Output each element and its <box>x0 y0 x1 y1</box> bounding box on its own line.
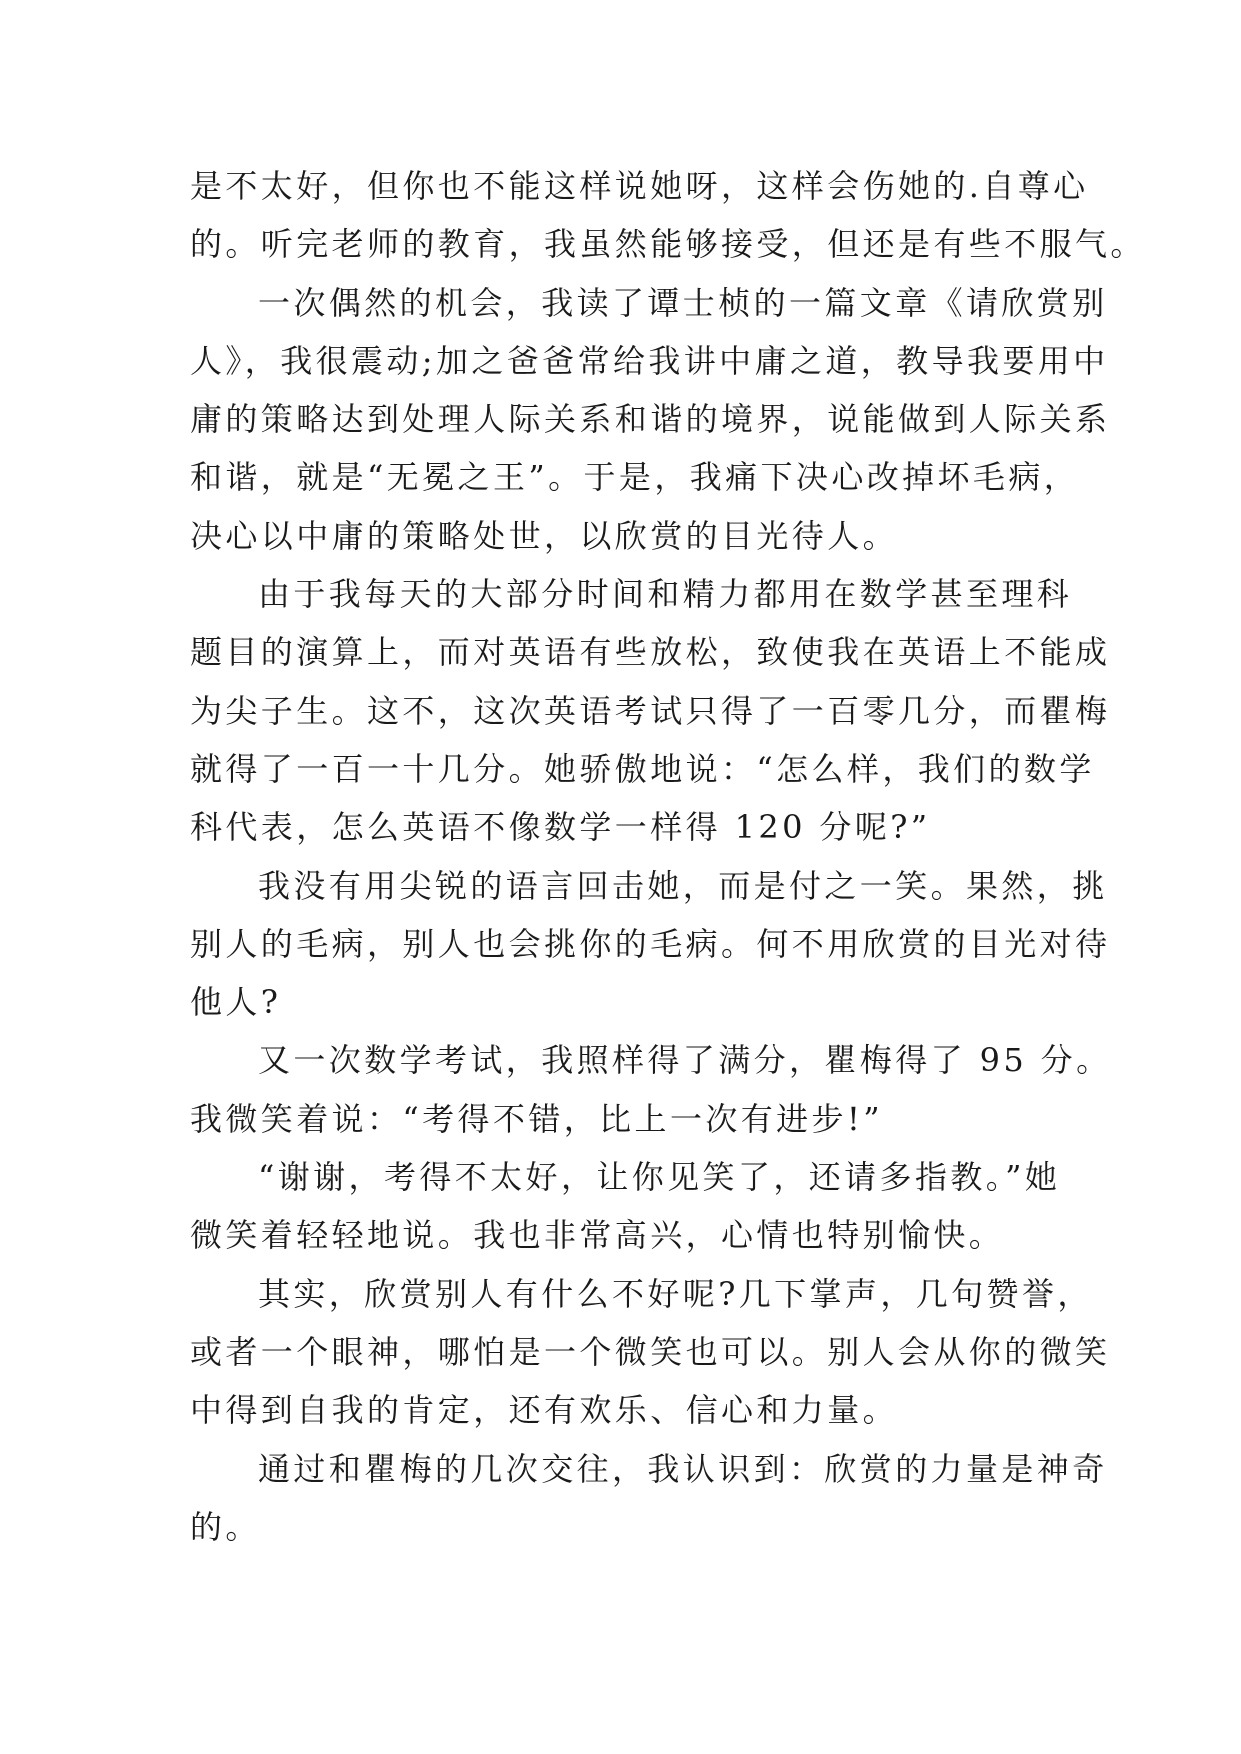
paragraph-first-line: 又一次数学考试，我照样得了满分，瞿梅得了 95 分。 <box>258 1041 1112 1080</box>
text-line: 他人? <box>190 983 282 1022</box>
paragraph-first-line: 一次偶然的机会，我读了谭士桢的一篇文章《请欣赏别 <box>258 283 1108 322</box>
text-line: 决心以中庸的策略处世，以欣赏的目光待人。 <box>190 516 899 555</box>
text-line: 就得了一百一十几分。她骄傲地说：“怎么样，我们的数学 <box>190 749 1095 788</box>
text-line: 的。听完老师的教育，我虽然能够接受，但还是有些不服气。 <box>190 225 1146 264</box>
paragraph-first-line: 其实，欣赏别人有什么不好呢?几下掌声，几句赞誉， <box>258 1274 1093 1313</box>
text-line: 或者一个眼神，哪怕是一个微笑也可以。别人会从你的微笑 <box>190 1332 1111 1371</box>
paragraph-first-line: 通过和瞿梅的几次交往，我认识到：欣赏的力量是神奇 <box>258 1449 1108 1488</box>
paragraph-first-line: 我没有用尖锐的语言回击她，而是付之一笑。果然，挑 <box>258 866 1108 905</box>
body-text <box>190 157 1146 1556</box>
paragraph-first-line: “谢谢，考得不太好，让你见笑了，还请多指教。”她 <box>258 1158 1061 1197</box>
text-line: 是不太好，但你也不能这样说她呀，这样会伤她的.自尊心 <box>190 167 1089 205</box>
text-line: 我微笑着说：“考得不错，比上一次有进步!” <box>190 1099 883 1138</box>
text-line: 微笑着轻轻地说。我也非常高兴，心情也特别愉快。 <box>190 1216 1005 1255</box>
text-line: 别人的毛病，别人也会挑你的毛病。何不用欣赏的目光对待 <box>190 924 1111 963</box>
paragraph-first-line: 由于我每天的大部分时间和精力都用在数学甚至理科 <box>258 575 1073 614</box>
text-line: 中得到自我的肯定，还有欢乐、信心和力量。 <box>190 1391 899 1430</box>
text-line: 庸的策略达到处理人际关系和谐的境界，说能做到人际关系 <box>190 400 1111 439</box>
text-line: 和谐，就是“无冕之王”。于是，我痛下决心改掉坏毛病， <box>190 458 1080 497</box>
text-line: 人》，我很震动;加之爸爸常给我讲中庸之道，教导我要用中 <box>190 341 1109 380</box>
text-line: 为尖子生。这不，这次英语考试只得了一百零几分，而瞿梅 <box>190 691 1111 730</box>
text-line: 科代表，怎么英语不像数学一样得 120 分呢?” <box>190 808 931 847</box>
text-line: 题目的演算上，而对英语有些放松，致使我在英语上不能成 <box>190 633 1111 672</box>
text-line: 的。 <box>190 1507 261 1546</box>
